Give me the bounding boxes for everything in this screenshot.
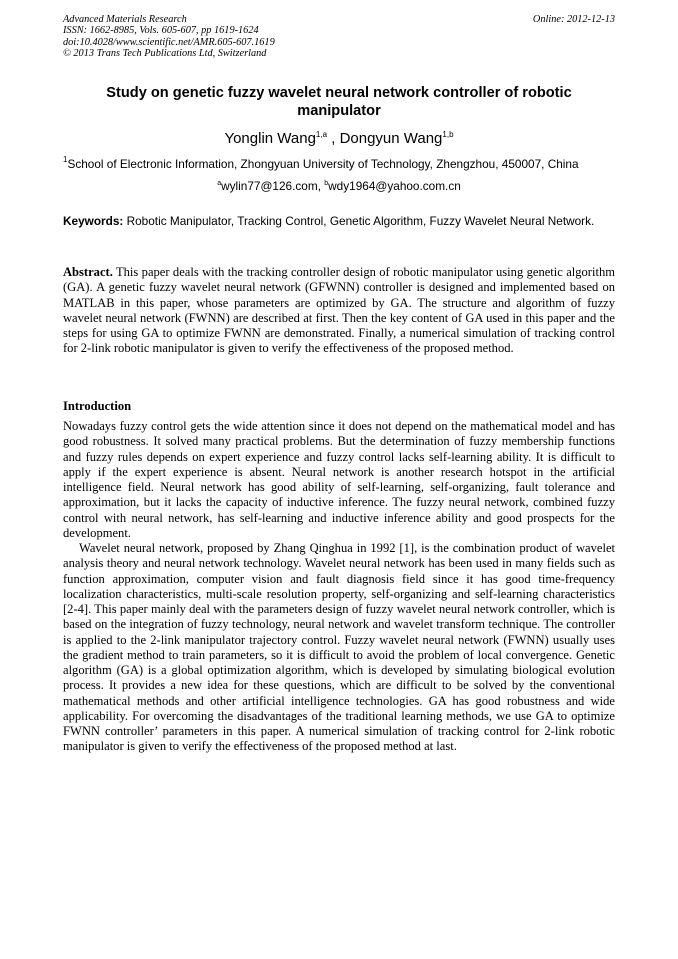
journal-header	[63, 14, 615, 60]
copyright-line: © 2013 Trans Tech Publications Ltd, Switzerland	[63, 48, 267, 60]
author-affiliation-mark: 1,b	[442, 130, 454, 139]
email-mark: b	[324, 180, 329, 187]
affiliation	[63, 157, 623, 171]
author-name: Dongyun Wang	[339, 130, 443, 147]
introduction-body	[63, 419, 615, 755]
abstract-section	[63, 265, 615, 357]
email-mark: a	[217, 180, 222, 187]
paper-title: Study on genetic fuzzy wavelet neural network controller of robotic manipulator	[106, 85, 572, 119]
keywords-text: Robotic Manipulator, Tracking Control, Genetic Algorithm, Fuzzy Wavelet Neural Network.	[123, 214, 595, 228]
author-name: Yonglin Wang	[224, 130, 316, 147]
body-paragraph: Wavelet neural network, proposed by Zhang Qinghua in 1992 [1], is the combination product of wavelet analysis theory and neural network technology. Wavelet neural network has been used in many fields such as function approximation, computer vision and fault diagnosis field since it has good time-frequency localization characteristics, multi-scale resolution property, self-organizing and self-learning characteristics [2-4]. This paper mainly deal with the parameters design of fuzzy wavelet neural network controller, which is based on the integration of fuzzy technology, neural network and wavelet transform technique. The controller is applied to the 2-link manipulator trajectory control. Fuzzy wavelet neural network (FWNN) usually uses the gradient method to train parameters, so it is difficult to avoid the problem of local convergence. Genetic algorithm (GA) is a global optimization algorithm, which is developed by simulating biological evolution process. It provides a new idea for these questions, which are difficult to be solved by the conventional mathematical methods and other artificial intelligence technologies. GA has good robustness and wide applicability. For overcoming the disadvantages of the traditional learning methods, we use GA to optimize FWNN controller’ parameters in this paper. A numerical simulation of tracking control for 2-link robotic manipulator is given to verify the effectiveness of the proposed method at last.	[63, 541, 615, 754]
section-heading-introduction: Introduction	[63, 399, 132, 413]
online-date: Online: 2012-12-13	[532, 14, 615, 25]
journal-name: Advanced Materials Research	[63, 14, 187, 25]
author-affiliation-mark: 1,a	[315, 130, 328, 139]
affiliation-mark: 1	[63, 155, 68, 164]
author-separator: ,	[327, 130, 340, 147]
author-list	[63, 130, 615, 148]
keywords-section	[63, 214, 615, 228]
email-list	[63, 179, 615, 193]
issn-line: ISSN: 1662-8985, Vols. 605-607, pp 1619-1624	[63, 25, 259, 37]
email-separator: ,	[317, 179, 325, 193]
affiliation-text: School of Electronic Information, Zhongyuan University of Technology, Zhengzhou, 450007, China	[67, 157, 579, 171]
abstract-label: Abstract.	[63, 265, 113, 279]
doi-line: doi:10.4028/www.scientific.net/AMR.605-607.1619	[63, 36, 275, 48]
keywords-label: Keywords:	[63, 214, 124, 228]
email-address: wdy1964@yahoo.com.cn	[328, 179, 461, 193]
abstract-text: This paper deals with the tracking controller design of robotic manipulator using genetic algorithm (GA). A genetic fuzzy wavelet neural network (GFWNN) controller is designed and implemented based on MATLAB in this paper, whose parameters are optimized by GA. The structure and algorithm of fuzzy wavelet neural network (FWNN) are described at first. Then the key content of GA used in this paper and the steps for using GA to optimize FWNN are demonstrated. Finally, a numerical simulation of tracking control for 2-link robotic manipulator is given to verify the effectiveness of the proposed method.	[63, 265, 615, 356]
body-paragraph: Nowadays fuzzy control gets the wide attention since it does not depend on the mathematical model and has good robustness. It solved many practical problems. But the determination of fuzzy membership functions and fuzzy rules depends on expert experience and fuzzy control lacks self-learning ability. It is difficult to apply if the expert experience is absent. Neural network is another research hotspot in the artificial intelligence field. Neural network has good ability of self-learning, self-organizing, fault tolerance and approximation, but it lacks the capacity of inductive inference. The fuzzy neural network, combined fuzzy control with neural network, has self-learning and inductive inference ability and good prospects for the development.	[63, 419, 615, 540]
email-address: wylin77@126.com	[221, 179, 318, 193]
